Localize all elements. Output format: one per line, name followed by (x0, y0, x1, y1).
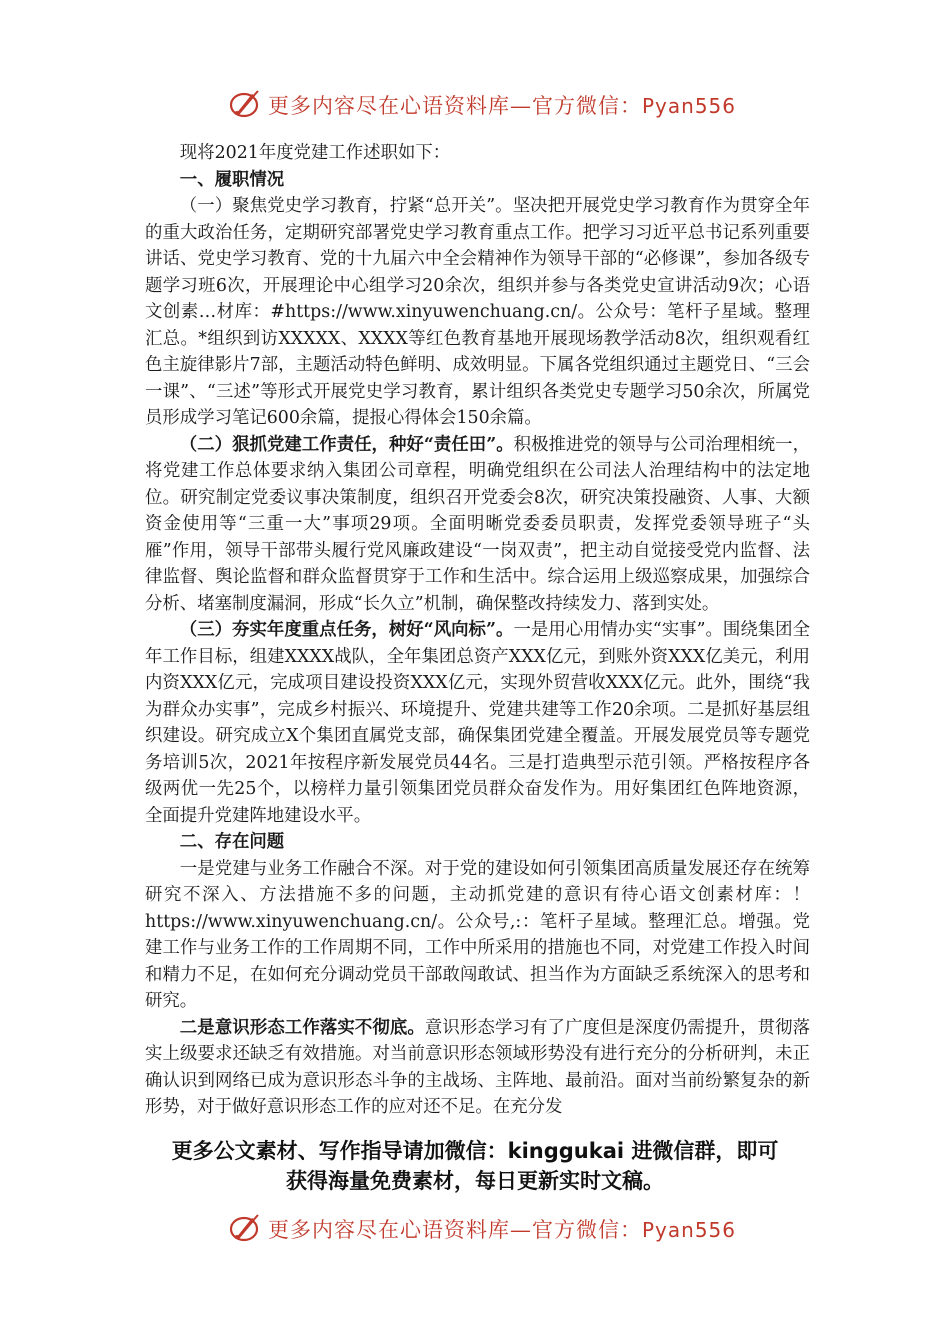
paragraph-4: 一是党建与业务工作融合不深。对于党的建设如何引领集团高质量发展还存在统筹研究不深入、方法措施不多的问题，主动抓党建的意识有待心语文创素材库：！https://www.xinyuwenchuang.cn/。公众号,:：笔杆子星域。整理汇总。增强。党建工作与业务工作的工作周期不同，工作中所采用的措施也不同，对党建工作投入时间和精力不足，在如何充分调动党员干部敢闯敢试、担当作为方面缺乏系统深入的思考和研究。 (145, 858, 810, 1011)
paragraph-2-body: 积极推进党的领导与公司治理相统一，将党建工作总体要求纳入集团公司章程，明确党组织在公司法人治理结构中的法定地位。研究制定党委议事决策制度，组织召开党委会8次，研究决策投融资、人事、大额资金使用等“三重一大”事项29项。全面明晰党委委员职责，发挥党委领导班子“头雁”作用，领导干部带头履行党风廉政建设“一岗双责”，把主动自觉接受党内监督、法律监督、舆论监督和群众监督贯穿于工作和生活中。综合运用上级巡察成果，加强综合分析、堵塞制度漏洞，形成“长久立”机制，确保整改持续发力、落到实处。 (145, 434, 810, 614)
banner-text: 更多内容尽在心语资料库—官方微信：Pyan556 (268, 94, 737, 118)
paragraph-5-body: 意识形态学习有了广度但是深度仍需提升，贯彻落实上级要求还缺乏有效措施。对当前意识形态领域形势没有进行充分的分析研判，未正确认识到网络已成为意识形态斗争的主战场、主阵地、最前沿。面对当前纷繁复杂的新形势，对于做好意识形态工作的应对还不足。在充分发 (145, 1017, 810, 1117)
banner-text: 更多内容尽在心语资料库—官方微信：Pyan556 (268, 1218, 737, 1242)
quill-logo-icon (228, 1212, 264, 1244)
quill-logo-icon (228, 88, 264, 120)
paragraph-1-body: 坚决把开展党史学习教育作为贯穿全年的重大政治任务，定期研究部署党史学习教育重点工作。把学习习近平总书记系列重要讲话、党史学习教育、党的十九届六中全会精神作为领导干部的“必修课”，参加各级专题学习班6次，开展理论中心组学习20余次，组织并参与各类党史宣讲活动9次；心语文创素…材库：#https://www.xinyuwenchuang.cn/。公众号：笔杆子星域。整理汇总。*组织到访XXXXX、XXXX等红色教育基地开展现场教学活动8次，组织观看红色主旋律影片7部，主题活动特色鲜明、成效明显。下属各党组织通过主题党日、“三会一课”、“三述”等形式开展党史学习教育，累计组织各类党史专题学习50余次，所属党员形成学习笔记600余篇，提报心得体会150余篇。 (145, 196, 810, 428)
header-banner (0, 84, 950, 124)
paragraph-5 (145, 1015, 810, 1121)
paragraph-5-lead: 二是意识形态工作落实不彻底。 (179, 1017, 425, 1038)
promo-notice (100, 1136, 850, 1196)
footer-banner (0, 1208, 950, 1248)
paragraph-2 (145, 432, 810, 618)
intro-line: 现将2021年度党建工作述职如下： (179, 143, 451, 163)
section-heading-2: 二、存在问题 (179, 832, 285, 852)
paragraph-1-lead: （一）聚焦党史学习教育，拧紧“总开关”。 (179, 196, 513, 216)
wechat-id: Pyan556 (642, 1218, 737, 1242)
paragraph-3 (145, 617, 810, 829)
promo-line-1: 更多公文素材、写作指导请加微信：kinggukai 进微信群，即可 (171, 1139, 779, 1163)
paragraph-3-lead: （三）夯实年度重点任务，树好“风向标”。 (179, 620, 514, 640)
paragraph-3-body: 一是用心用情办实“实事”。围绕集团全年工作目标，组建XXXX战队，全年集团总资产XXX亿元，到账外资XXX亿美元，利用内资XXX亿元，完成项目建设投资XXX亿元，实现外贸营收XXX亿元。此外，围绕“我为群众办实事”，完成乡村振兴、环境提升、党建共建等工作20余项。二是抓好基层组织建设。研究成立X个集团直属党支部，确保集团党建全覆盖。开展发展党员等专题党务培训5次，2021年按程序新发展党员44名。三是打造典型示范引领。严格按程序各级两优一先25个，以榜样力量引领集团党员群众奋发作为。用好集团红色阵地资源，全面提升党建阵地建设水平。 (145, 620, 810, 826)
promo-line-2: 获得海量免费素材，每日更新实时文稿。 (286, 1169, 664, 1193)
section-heading-1: 一、履职情况 (179, 169, 285, 190)
paragraph-2-lead: （二）狠抓党建工作责任，种好“责任田”。 (179, 434, 514, 455)
wechat-id: Pyan556 (642, 94, 737, 118)
document-body (145, 140, 810, 1121)
paragraph-1 (145, 193, 810, 432)
